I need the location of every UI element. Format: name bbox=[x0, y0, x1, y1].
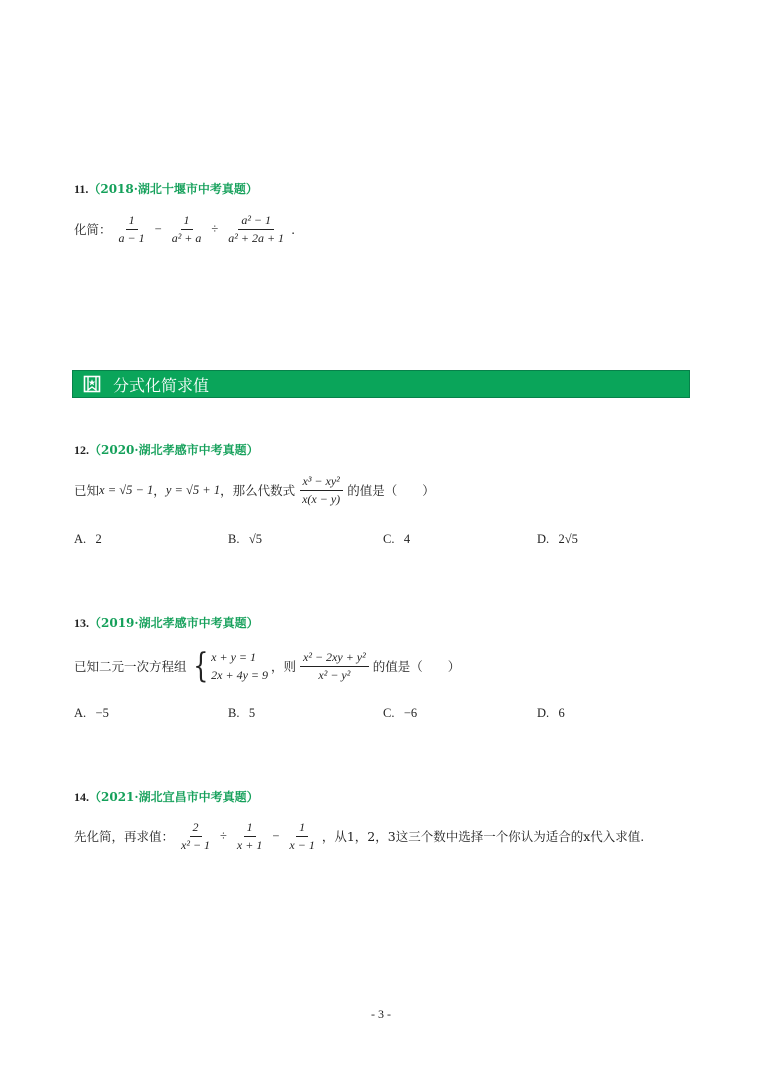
option-value: −6 bbox=[403, 706, 418, 720]
option-label: D. bbox=[537, 706, 550, 720]
option-value: 4 bbox=[403, 532, 411, 546]
denominator: x − 1 bbox=[289, 837, 315, 852]
period: . bbox=[291, 221, 296, 237]
question-text: 的值是（ ） bbox=[372, 659, 461, 674]
question-number: 12. bbox=[74, 443, 89, 457]
question-number: 14. bbox=[74, 790, 89, 804]
question-source: （2019·湖北孝感市中考真题） bbox=[89, 616, 259, 630]
section-banner bbox=[72, 370, 690, 398]
denominator: x² − y² bbox=[318, 667, 351, 682]
option-value: 2 bbox=[95, 532, 102, 546]
equation: 2x + 4y = 9 bbox=[211, 668, 269, 682]
question-number: 11. bbox=[74, 182, 89, 196]
option-value: 5 bbox=[248, 706, 256, 720]
fraction bbox=[178, 821, 213, 851]
option-d[interactable] bbox=[537, 706, 565, 721]
question-12-options bbox=[74, 532, 694, 552]
fraction bbox=[286, 821, 317, 851]
operator: − bbox=[272, 828, 280, 843]
numerator: x² − 2xy + y² bbox=[300, 651, 369, 667]
question-13-body bbox=[74, 648, 460, 684]
option-label: A. bbox=[74, 706, 87, 720]
option-label: C. bbox=[383, 706, 395, 720]
option-label: A. bbox=[74, 532, 87, 546]
option-a[interactable] bbox=[74, 706, 109, 721]
denominator: a² + a bbox=[171, 230, 202, 245]
fraction bbox=[234, 821, 265, 851]
option-c[interactable] bbox=[383, 532, 410, 547]
question-13-options bbox=[74, 706, 694, 726]
option-a[interactable] bbox=[74, 532, 102, 547]
question-text: 已知二元一次方程组 bbox=[74, 659, 187, 674]
question-source: （2020·湖北孝感市中考真题） bbox=[89, 443, 259, 457]
question-text: ，从1，2，3这三个数中选择一个你认为适合的x代入求值. bbox=[321, 829, 645, 845]
denominator: a − 1 bbox=[118, 230, 145, 245]
option-label: B. bbox=[228, 706, 240, 720]
option-label: D. bbox=[537, 532, 550, 546]
y-definition: y = √5 + 1 bbox=[165, 482, 221, 497]
question-12-header bbox=[74, 441, 259, 458]
question-text: ，那么代数式 bbox=[220, 483, 296, 499]
option-c[interactable] bbox=[383, 706, 417, 721]
question-12-body bbox=[74, 475, 435, 505]
fraction bbox=[299, 475, 343, 505]
numerator: a² − 1 bbox=[238, 214, 274, 230]
question-source: （2018·湖北十堰市中考真题） bbox=[88, 182, 258, 196]
fraction bbox=[225, 214, 287, 244]
numerator: x³ − xy² bbox=[300, 475, 343, 491]
numerator: 1 bbox=[296, 821, 308, 837]
question-14-body bbox=[74, 821, 644, 851]
page-number: - 3 - bbox=[371, 1007, 391, 1021]
fraction bbox=[116, 214, 148, 244]
question-11-body bbox=[74, 214, 295, 244]
option-value: 2√5 bbox=[558, 532, 578, 546]
left-brace: { bbox=[192, 646, 208, 686]
option-label: C. bbox=[383, 532, 395, 546]
option-b[interactable] bbox=[228, 706, 255, 721]
question-text: ，则 bbox=[271, 659, 297, 674]
question-number: 13. bbox=[74, 616, 89, 630]
question-13-header bbox=[74, 614, 259, 631]
fraction bbox=[169, 214, 205, 244]
numerator: 1 bbox=[126, 214, 138, 230]
option-label: B. bbox=[228, 532, 240, 546]
equation: x + y = 1 bbox=[211, 650, 257, 664]
question-text: 先化简，再求值： bbox=[74, 829, 175, 845]
numerator: 2 bbox=[190, 821, 202, 837]
denominator: x² − 1 bbox=[181, 837, 211, 852]
operator: − bbox=[154, 221, 162, 236]
separator: ， bbox=[153, 483, 166, 499]
x-definition: x = √5 − 1 bbox=[99, 482, 154, 497]
option-b[interactable] bbox=[228, 532, 262, 547]
operator: ÷ bbox=[211, 221, 219, 236]
numerator: 1 bbox=[244, 821, 256, 837]
option-d[interactable] bbox=[537, 532, 578, 547]
question-text: 已知 bbox=[74, 483, 100, 499]
bookmark-star-icon bbox=[83, 375, 101, 393]
section-title: 分式化简求值 bbox=[113, 375, 210, 395]
question-14-header bbox=[74, 788, 259, 805]
denominator: x(x − y) bbox=[302, 491, 341, 506]
denominator: x + 1 bbox=[236, 837, 263, 852]
question-11-header bbox=[74, 180, 258, 197]
question-text: 的值是（ ） bbox=[347, 483, 435, 499]
question-text: 化简： bbox=[74, 222, 112, 238]
option-value: −5 bbox=[95, 706, 109, 720]
numerator: 1 bbox=[181, 214, 193, 230]
denominator: a² + 2a + 1 bbox=[228, 230, 285, 245]
fraction bbox=[300, 651, 369, 681]
option-value: 6 bbox=[558, 706, 565, 720]
question-source: （2021·湖北宜昌市中考真题） bbox=[89, 790, 259, 804]
option-value: √5 bbox=[248, 532, 262, 546]
equation-system bbox=[190, 648, 269, 684]
operator: ÷ bbox=[220, 828, 227, 843]
